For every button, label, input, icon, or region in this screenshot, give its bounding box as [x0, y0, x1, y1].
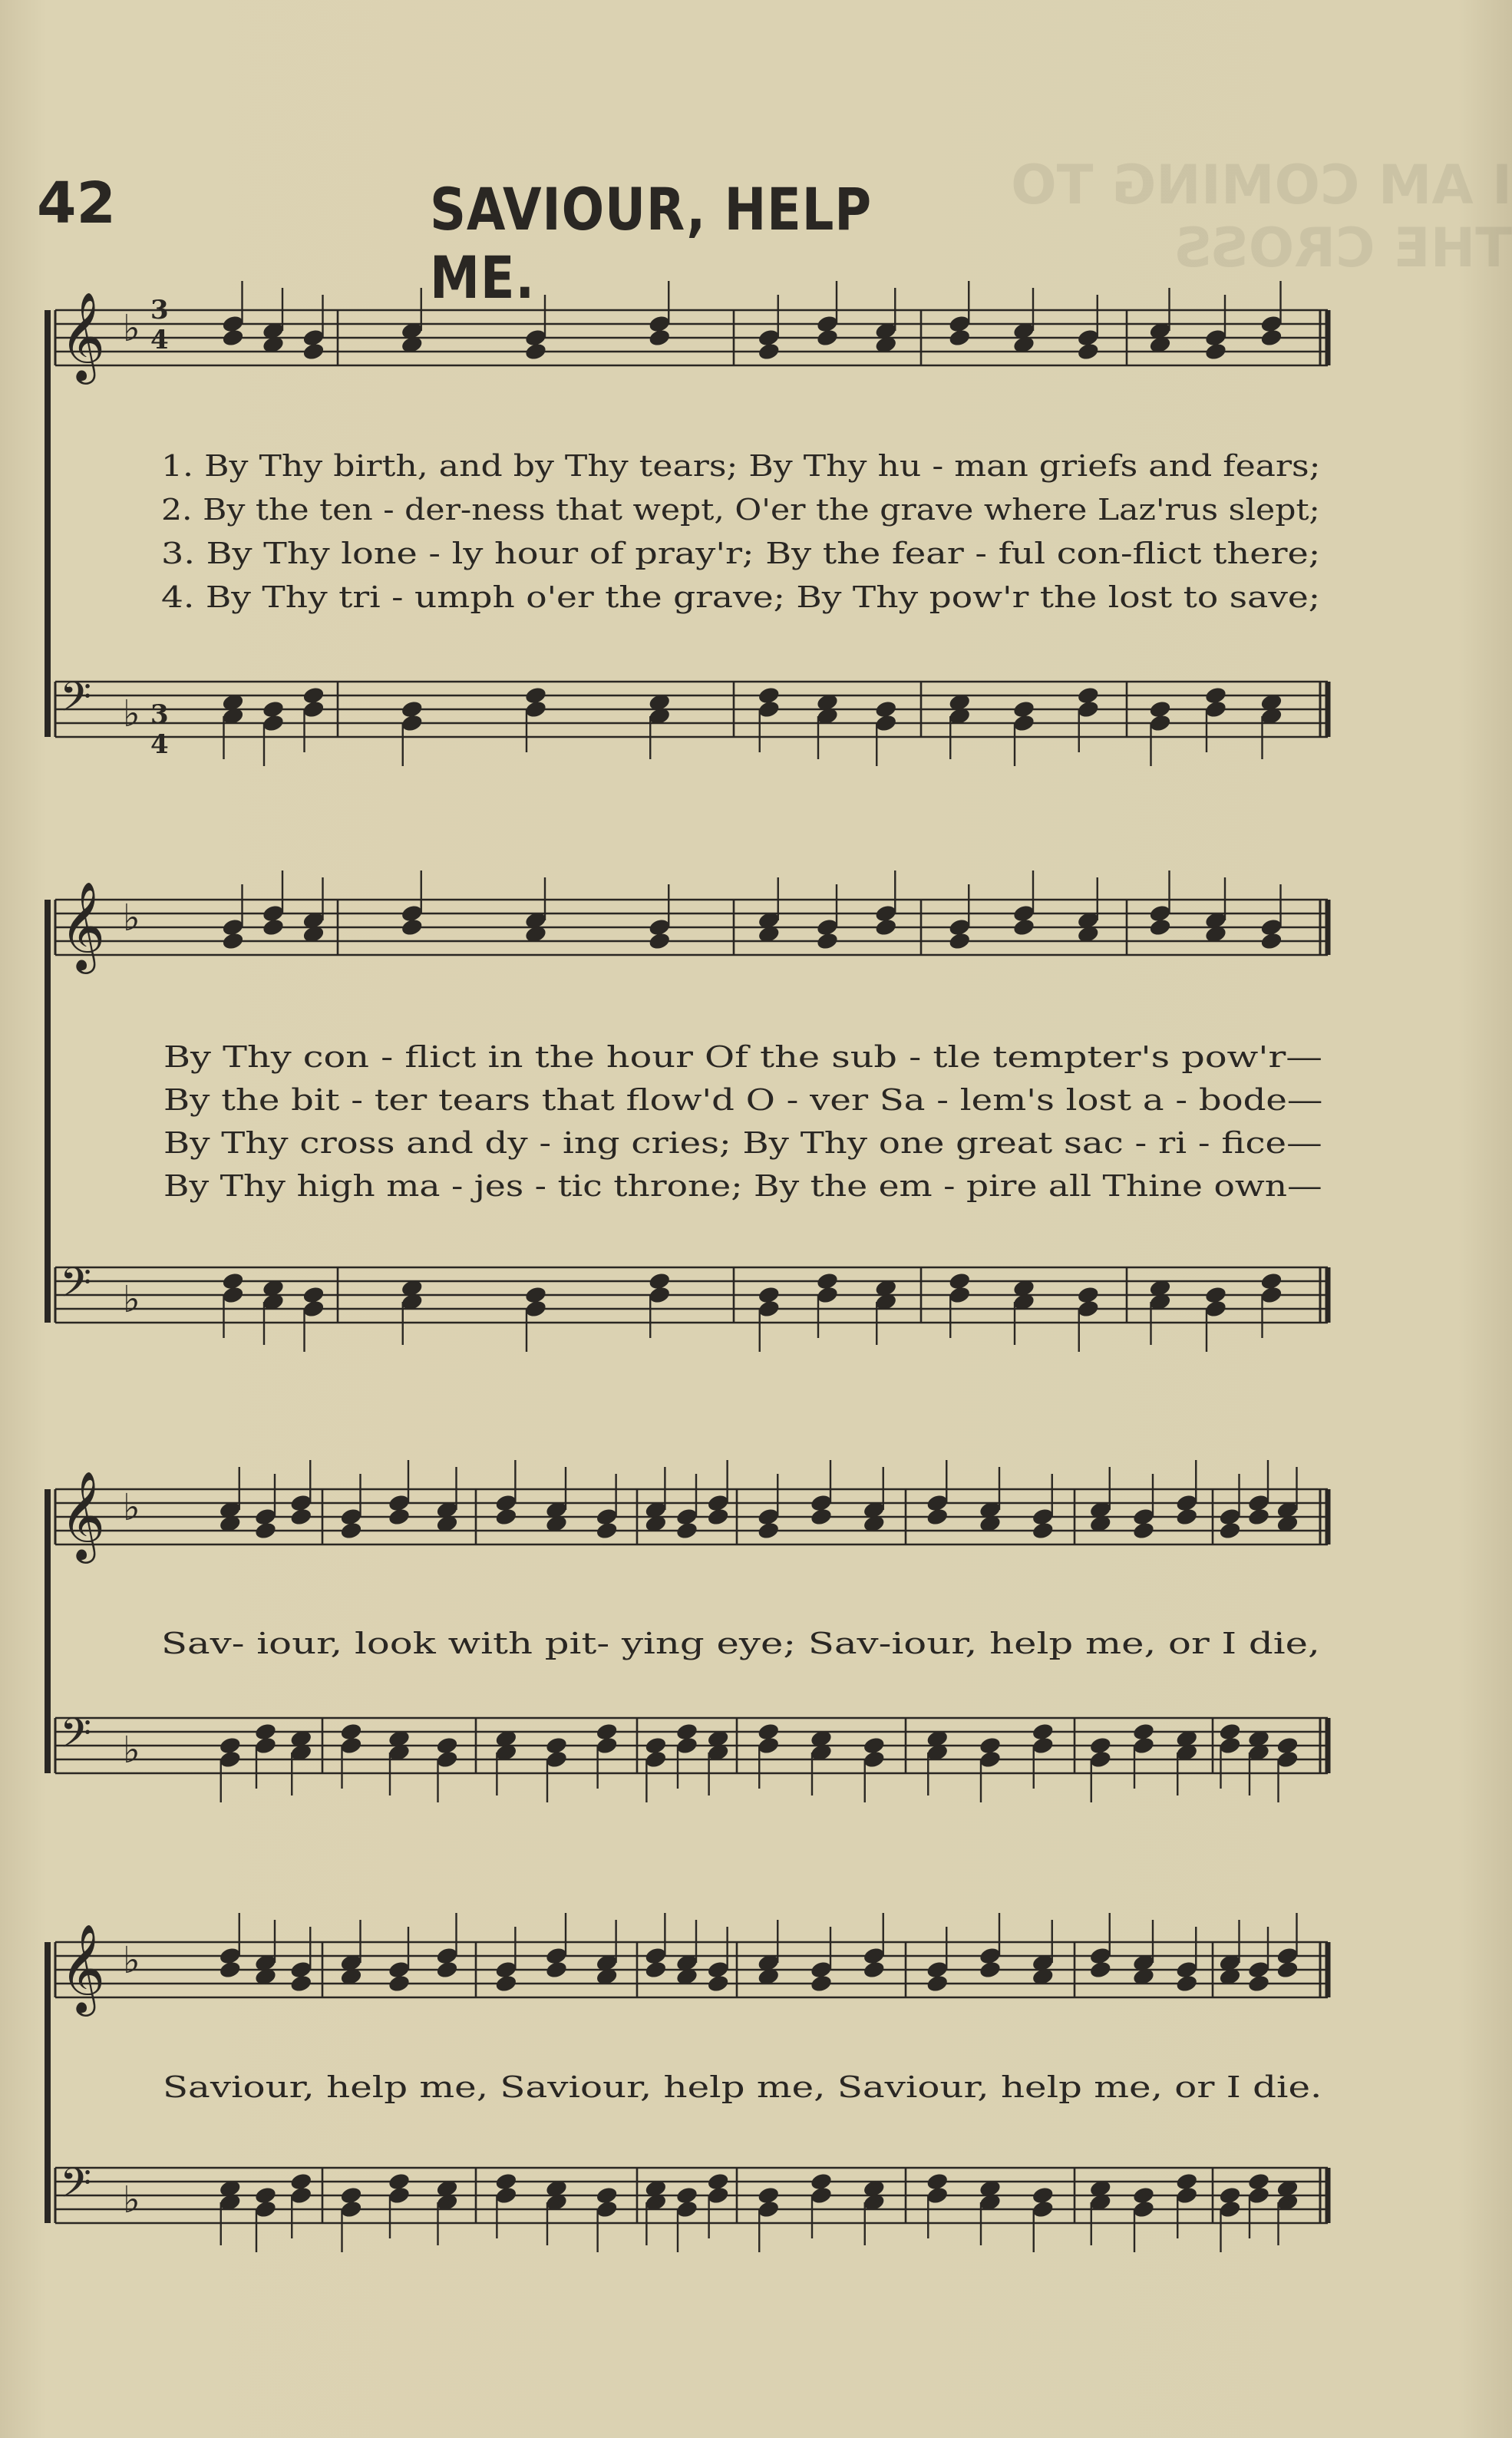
- note-head: [545, 1749, 569, 1769]
- note-head: [339, 1736, 363, 1756]
- note-head: [644, 1749, 668, 1769]
- note-head: [1088, 1960, 1112, 1980]
- note-head: [874, 917, 898, 937]
- staff-3: [55, 880, 1328, 974]
- note-head: [1148, 713, 1172, 733]
- note-head: [1132, 2199, 1156, 2219]
- note-head: [816, 1285, 840, 1305]
- note-head: [302, 1299, 325, 1319]
- note-head: [289, 1974, 313, 1994]
- note-head: [1088, 1749, 1112, 1769]
- note-head: [1204, 342, 1228, 362]
- lyric-s2-verse-3: By Thy cross and dy - ing cries; By Thy one great sac - ri - fice—: [163, 1126, 1322, 1160]
- note-head: [706, 1974, 730, 1994]
- flat-icon: ♭: [123, 692, 140, 735]
- note-head: [648, 931, 672, 951]
- note-head: [221, 328, 245, 348]
- note-head: [400, 917, 424, 937]
- flat-icon: ♭: [123, 307, 140, 350]
- note-head: [862, 1960, 886, 1980]
- note-head: [1076, 342, 1100, 362]
- lyric-verse-1: 1. By Thy birth, and by Thy tears; By Thy hu - man griefs and fears;: [161, 449, 1321, 483]
- note-head: [524, 1299, 548, 1319]
- note-head: [218, 1960, 242, 1980]
- note-head: [595, 2199, 619, 2219]
- time-signature-bass: [150, 699, 169, 760]
- flat-icon: ♭: [123, 897, 140, 940]
- note-head: [1204, 699, 1228, 719]
- note-head: [254, 1521, 278, 1541]
- staff-4: [55, 1260, 1328, 1323]
- note-head: [926, 2185, 949, 2205]
- note-head: [254, 2199, 278, 2219]
- note-head: [289, 1507, 313, 1527]
- flat-icon: ♭: [123, 2179, 140, 2222]
- note-head: [757, 2199, 781, 2219]
- note-head: [1175, 1507, 1199, 1527]
- note-head: [948, 931, 972, 951]
- bass-clef-icon: 𝄢: [60, 1260, 92, 1316]
- note-head: [1259, 931, 1283, 951]
- time-sig-bottom: 4: [150, 325, 169, 355]
- staff-2: [55, 674, 1328, 737]
- note-head: [262, 917, 286, 937]
- note-head: [757, 1299, 781, 1319]
- lyric-s4-refrain: Saviour, help me, Saviour, help me, Saviour, help me, or I die.: [163, 2070, 1322, 2104]
- flat-icon: ♭: [123, 1729, 140, 1772]
- note-head: [1247, 2185, 1271, 2205]
- note-head: [810, 2185, 834, 2205]
- note-head: [1012, 713, 1036, 733]
- note-head: [1076, 699, 1100, 719]
- flat-icon: ♭: [123, 1939, 140, 1982]
- time-sig-bass-bottom: 4: [150, 729, 169, 760]
- note-head: [524, 699, 548, 719]
- note-head: [675, 1521, 699, 1541]
- note-head: [979, 1749, 1002, 1769]
- note-head: [388, 1974, 411, 1994]
- note-head: [1276, 1749, 1299, 1769]
- note-head: [948, 328, 972, 348]
- flat-icon: ♭: [123, 1278, 140, 1321]
- treble-clef-icon: 𝄞: [60, 880, 106, 970]
- note-head: [706, 2185, 730, 2205]
- note-head: [302, 699, 325, 719]
- note-head: [545, 1960, 569, 1980]
- note-head: [218, 1749, 242, 1769]
- note-head: [1218, 2199, 1242, 2219]
- time-signature-treble: [150, 295, 169, 355]
- lyric-s2-verse-1: By Thy con - flict in the hour Of the sub - tle tempter's pow'r—: [163, 1040, 1322, 1074]
- bleed-through-text: I AM COMING TO THE CROSS: [1011, 154, 1512, 279]
- flat-icon: ♭: [123, 1486, 140, 1529]
- note-head: [706, 1507, 730, 1527]
- note-head: [648, 328, 672, 348]
- note-head: [221, 931, 245, 951]
- note-head: [595, 1736, 619, 1756]
- time-sig-bass-top: 3: [150, 699, 169, 730]
- note-head: [388, 2185, 411, 2205]
- lyric-verse-3: 3. By Thy lone - ly hour of pray'r; By the fear - ful con-flict there;: [161, 537, 1321, 570]
- note-head: [1204, 1299, 1228, 1319]
- note-head: [388, 1507, 411, 1527]
- time-sig-top: 3: [150, 295, 169, 325]
- note-head: [1175, 1974, 1199, 1994]
- lyric-verse-2: 2. By the ten - der-ness that wept, O'er the grave where Laz'rus slept;: [161, 493, 1320, 527]
- note-head: [262, 713, 286, 733]
- note-head: [644, 1960, 668, 1980]
- bass-clef-icon: 𝄢: [60, 2160, 92, 2217]
- note-head: [302, 342, 325, 362]
- note-head: [1031, 1521, 1055, 1541]
- note-head: [595, 1521, 619, 1541]
- note-head: [1012, 917, 1036, 937]
- note-head: [874, 713, 898, 733]
- note-head: [1218, 1521, 1242, 1541]
- note-head: [757, 699, 781, 719]
- note-head: [675, 1736, 699, 1756]
- note-head: [1247, 1974, 1271, 1994]
- note-head: [648, 1285, 672, 1305]
- note-head: [862, 1749, 886, 1769]
- note-head: [926, 1507, 949, 1527]
- lyric-verse-4: 4. By Thy tri - umph o'er the grave; By Thy pow'r the lost to save;: [161, 580, 1321, 614]
- note-head: [1259, 1285, 1283, 1305]
- note-head: [1259, 328, 1283, 348]
- note-head: [1031, 1736, 1055, 1756]
- note-head: [757, 342, 781, 362]
- lyric-s2-verse-2: By the bit - ter tears that flow'd O - ver Sa - lem's lost a - bode—: [163, 1083, 1323, 1117]
- note-head: [435, 1960, 459, 1980]
- treble-clef-icon: 𝄞: [60, 1923, 106, 2013]
- note-head: [494, 2185, 518, 2205]
- note-head: [1132, 1521, 1156, 1541]
- note-head: [435, 1749, 459, 1769]
- note-head: [1132, 1736, 1156, 1756]
- bass-clef-icon: 𝄢: [60, 674, 92, 731]
- lyric-s2-verse-4: By Thy high ma - jes - tic throne; By the em - pire all Thine own—: [163, 1169, 1322, 1203]
- hymn-title: SAVIOUR, HELP ME.: [430, 175, 872, 312]
- note-head: [1175, 2185, 1199, 2205]
- note-head: [221, 1285, 245, 1305]
- note-head: [254, 1736, 278, 1756]
- treble-clef-icon: 𝄞: [60, 1470, 106, 1560]
- note-head: [494, 1507, 518, 1527]
- note-head: [816, 931, 840, 951]
- note-head: [979, 1960, 1002, 1980]
- lyric-s3-refrain: Sav- iour, look with pit- ying eye; Sav-iour, help me, or I die,: [161, 1627, 1320, 1660]
- note-head: [339, 1521, 363, 1541]
- note-head: [400, 713, 424, 733]
- note-head: [810, 1974, 834, 1994]
- note-head: [1218, 1736, 1242, 1756]
- note-head: [494, 1974, 518, 1994]
- treble-clef-icon: 𝄞: [60, 291, 106, 381]
- bass-clef-icon: 𝄢: [60, 1710, 92, 1767]
- staff-1: [55, 291, 1328, 385]
- page-number: 42: [37, 170, 116, 236]
- note-head: [926, 1974, 949, 1994]
- note-head: [1247, 1507, 1271, 1527]
- note-head: [339, 2199, 363, 2219]
- note-head: [757, 1521, 781, 1541]
- note-head: [810, 1507, 834, 1527]
- note-head: [1276, 1960, 1299, 1980]
- note-head: [1031, 2199, 1055, 2219]
- note-head: [675, 2199, 699, 2219]
- note-head: [1076, 1299, 1100, 1319]
- note-head: [757, 1736, 781, 1756]
- note-head: [816, 328, 840, 348]
- note-head: [524, 342, 548, 362]
- note-head: [289, 2185, 313, 2205]
- note-head: [1148, 917, 1172, 937]
- note-head: [948, 1285, 972, 1305]
